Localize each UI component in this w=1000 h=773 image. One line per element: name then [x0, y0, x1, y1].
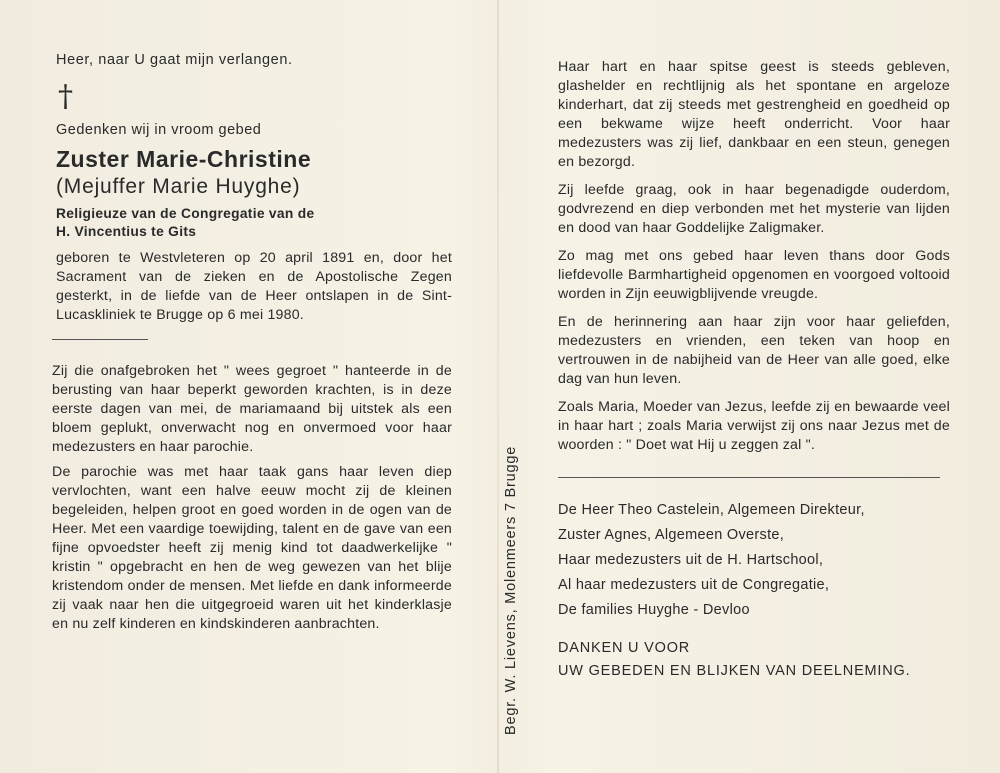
eulogy-paragraph-5: Zo mag met ons gebed haar leven thans door Gods liefdevolle Barmhartigheid opgenomen en voorgoed voltooid worden in Zijn eeuwigblijvende vreugde. — [558, 248, 950, 302]
deceased-name: Zuster Marie-Christine — [56, 146, 312, 172]
left-page — [52, 52, 452, 640]
thanks-item: De Heer Theo Castelein, Algemeen Direkteur, — [558, 502, 865, 518]
order-line-2: H. Vincentius te Gits — [56, 224, 197, 239]
closing-line-2: UW GEBEDEN EN BLIJKEN VAN DEELNEMING. — [558, 663, 911, 679]
closing-line-1: DANKEN U VOOR — [558, 640, 691, 656]
thanks-item: De families Huyghe - Devloo — [558, 602, 750, 618]
order-line-1: Religieuze van de Congregatie van de — [56, 206, 315, 221]
religious-order — [56, 205, 452, 241]
right-page — [558, 58, 950, 683]
printer-credit: Begr. W. Lievens, Molenmeers 7 Brugge — [503, 445, 519, 735]
eulogy-paragraph-2: De parochie was met haar taak gans haar leven diep vervlochten, want een halve eeuw mocht zij de kleinen begeleiden, helpen groot en goed worden in de ogen van de Heer. Met een vaardige toewijding, talent en de gave van een fijne opvoedster heeft zij menig kind tot daadwerkelijke " kristin " opgebracht en hen de weg gewezen van het blije kristendom onder de mensen. Met liefde en dank informeerde zij vaak naar hen die uitgegroeid waren uit het kinderklasje en nu zelf kinderen en kindskinderen aanbrachten. — [52, 464, 452, 632]
thanks-item: Haar medezusters uit de H. Hartschool, — [558, 552, 824, 568]
opening-verse: Heer, naar U gaat mijn verlangen. — [56, 52, 293, 68]
eulogy-paragraph-4: Zij leefde graag, ook in haar begenadigde ouderdom, godvrezend en diep verbonden met het mysterie van lijden en dood van haar Goddelijke Zaligmaker. — [558, 182, 950, 236]
eulogy-paragraph-3: Haar hart en haar spitse geest is steeds gebleven, glashelder en rechtlijnig als het spontane en argeloze kinderhart, dat zij steeds met gestrengheid en goedheid op een bekwame wijze heeft onderricht. Voor haar medezusters was zij lief, dankbaar en een steun, genegen en bezorgd. — [558, 59, 950, 170]
civil-name: (Mejuffer Marie Huyghe) — [56, 175, 301, 198]
divider-short — [52, 339, 148, 340]
intro-line: Gedenken wij in vroom gebed — [56, 122, 262, 138]
divider-long — [558, 477, 940, 478]
birth-death-text: geboren te Westvleteren op 20 april 1891 en, door het Sacrament van de zieken en de Apostolische Zegen gesterkt, in de liefde van de Heer ontslapen in de Sint-Lucaskliniek te Brugge op 6 mei 1980. — [56, 250, 452, 323]
card-fold — [497, 0, 499, 773]
thanks-item: Al haar medezusters uit de Congregatie, — [558, 577, 830, 593]
thanks-list — [558, 498, 950, 623]
eulogy-paragraph-1: Zij die onafgebroken het " wees gegroet " hanteerde in de berusting van haar beperkt geworden krachten, is in deze eerste dagen van mei, de mariamaand bij uitstek als een bloem geplukt, onverwacht nog en onvermoed voor haar medezusters en haar parochie. — [52, 363, 452, 455]
cross-icon: † — [58, 79, 73, 114]
eulogy-paragraph-7: Zoals Maria, Moeder van Jezus, leefde zij en bewaarde veel in haar hart ; zoals Maria verwijst zij ons naar Jezus met de woorden : " Doet wat Hij u zeggen zal ". — [558, 399, 950, 453]
eulogy-paragraph-6: En de herinnering aan haar zijn voor haar geliefden, medezusters en vrienden, een teken van hoop en vertrouwen in de nabijheid van de Heer van alle goed, elke dag van hun leven. — [558, 314, 950, 387]
thanks-item: Zuster Agnes, Algemeen Overste, — [558, 527, 785, 543]
closing-text — [558, 637, 950, 683]
